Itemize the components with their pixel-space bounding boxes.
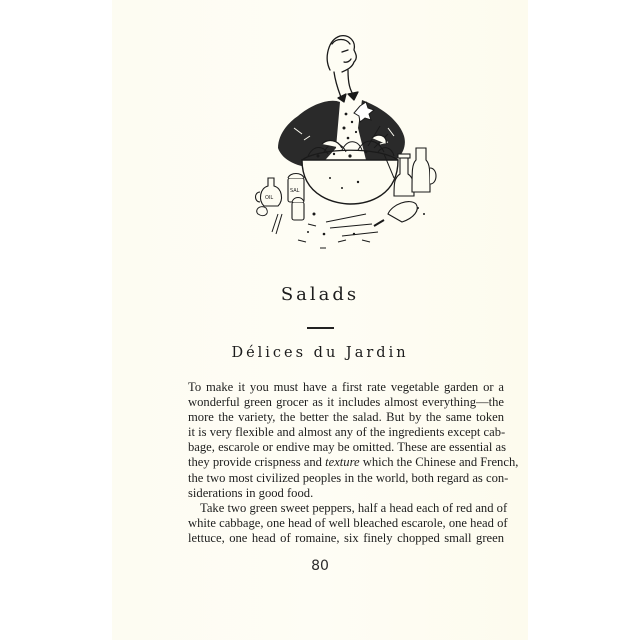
text-line: more the variety, the better the salad. But by the same token: [188, 410, 504, 425]
text-line: lettuce, one head of romaine, six finely chopped small green: [188, 530, 504, 545]
text-line: the two most civilized peoples in the world, both regard as con-: [188, 470, 509, 485]
text-line-with-italic: [188, 455, 519, 470]
text-line: Take two green sweet peppers, half a head each of red and of: [200, 500, 508, 515]
recipe-title: Délices du Jardin: [231, 345, 409, 361]
text-fragment: they provide crispness and: [188, 455, 326, 470]
text-line: wonderful green grocer as it includes almost everything—the: [188, 395, 504, 410]
text-line: white cabbage, one head of well bleached escarole, one head of: [188, 515, 508, 530]
text-fragment: which the Chinese and French,: [359, 455, 519, 470]
salad-chef-illustration: [238, 28, 443, 253]
page-number: 80: [311, 558, 329, 574]
text-line: bage, escarole or endive may be omitted. These are essential as: [188, 440, 506, 455]
emphasis-texture: texture: [325, 455, 360, 470]
title-divider: [307, 327, 334, 329]
text-line: To make it you must have a first rate vegetable garden or a: [188, 380, 504, 394]
chapter-title: Salads: [280, 284, 360, 305]
text-line: it is very flexible and almost any of the ingredients except cab-: [188, 425, 506, 440]
recipe-body: [188, 380, 519, 546]
oil-label: OIL: [265, 195, 274, 201]
salt-label: SAL: [290, 188, 300, 194]
text-line: siderations in good food.: [188, 485, 314, 500]
